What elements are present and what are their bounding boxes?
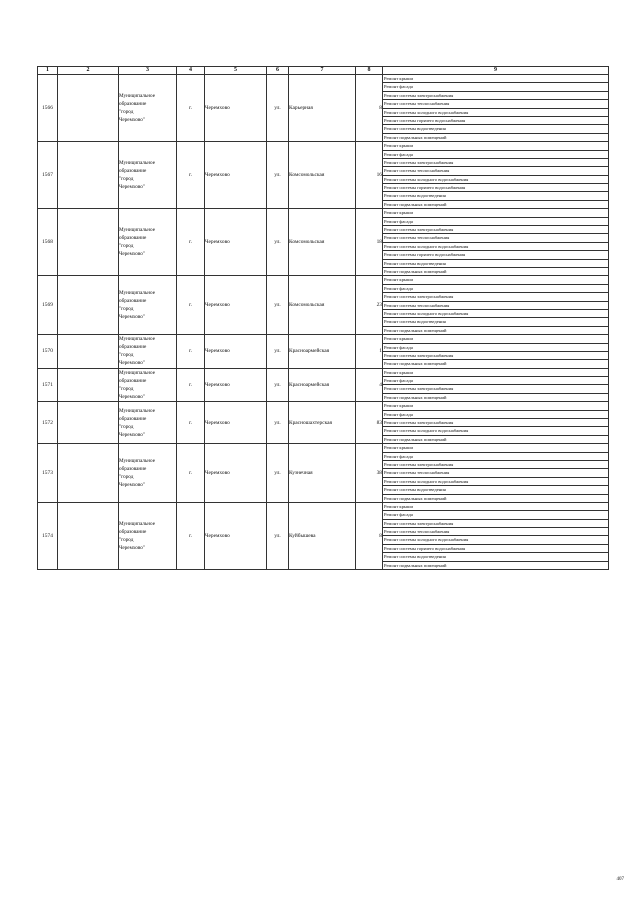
work-item: Ремонт системы холодного водоснабжения [383,478,608,486]
region-cell [58,335,119,369]
work-item: Ремонт системы водоотведения [383,192,608,200]
street-type-cell: ул. [267,402,289,444]
work-item: Ремонт подвальных помещений [384,361,447,367]
work-item: Ремонт системы водоотведения [383,318,608,326]
column-header-8: 8 [356,67,383,75]
work-item: Ремонт подвальных помещений [384,394,447,400]
work-item: Ремонт фасада [383,218,608,226]
work-item: Ремонт фасада [383,511,608,519]
street-type-cell: ул. [267,276,289,335]
work-item: Ремонт системы электроснабжения [383,226,608,234]
work-item: Ремонт фасада [383,411,608,419]
work-item: Ремонт крыши [383,444,608,452]
work-item: Ремонт системы холодного водоснабжения [383,427,608,435]
settlement-name-cell: Черемхово [205,142,267,209]
street-name-cell: Комсомольская [289,276,356,335]
house-number-cell: 38 [356,444,383,503]
settlement-type-cell: г. [177,444,205,503]
works-cell [383,335,609,369]
work-item: Ремонт системы теплоснабжения [383,167,608,175]
column-header-7: 7 [289,67,356,75]
row-number: 1574 [38,502,58,569]
table-row [38,502,609,569]
work-item: Ремонт системы теплоснабжения [383,528,608,536]
house-number-cell: 1 [356,335,383,369]
work-item: Ремонт подвальных помещений [384,495,447,501]
work-item: Ремонт фасада [383,377,608,385]
work-item: Ремонт крыши [383,142,608,150]
works-cell [383,444,609,503]
table-body [38,75,609,570]
row-number: 1571 [38,368,58,402]
work-item: Ремонт системы водоотведения [383,553,608,561]
street-type-cell: ул. [267,335,289,369]
house-number-cell: 23 [356,276,383,335]
works-cell [383,75,609,142]
work-item: Ремонт крыши [383,369,608,377]
work-item: Ремонт крыши [383,209,608,217]
work-item: Ремонт системы водоотведения [383,125,608,133]
row-number: 1573 [38,444,58,503]
table-row [38,276,609,335]
column-header-9: 9 [383,67,609,75]
region-cell [58,502,119,569]
work-item: Ремонт крыши [383,335,608,343]
settlement-name-cell: Черемхово [205,276,267,335]
municipality-cell: Муниципальное образование "город Черемхово" [119,402,177,444]
work-item: Ремонт системы горячего водоснабжения [383,117,608,125]
street-name-cell: Куйбышева [289,502,356,569]
region-cell [58,402,119,444]
settlement-name-cell: Черемхово [205,444,267,503]
work-item: Ремонт системы электроснабжения [383,520,608,528]
work-item: Ремонт подвальных помещений [384,201,447,207]
work-item: Ремонт системы электроснабжения [383,352,608,360]
work-item: Ремонт подвальных помещений [384,327,447,333]
row-number: 1572 [38,402,58,444]
row-number: 1567 [38,142,58,209]
work-item: Ремонт крыши [383,503,608,511]
municipality-cell: Муниципальное образование "город Черемхово" [119,368,177,402]
street-type-cell: ул. [267,368,289,402]
house-number-cell: 4 [356,368,383,402]
works-cell [383,209,609,276]
work-item: Ремонт крыши [383,75,608,83]
work-item: Ремонт системы горячего водоснабжения [383,545,608,553]
street-name-cell: Карьерная [289,75,356,142]
table-row [38,142,609,209]
table-row [38,444,609,503]
column-number-row [38,67,609,75]
table-row [38,75,609,142]
work-item: Ремонт фасада [383,151,608,159]
column-header-4: 4 [177,67,205,75]
region-cell [58,444,119,503]
settlement-name-cell: Черемхово [205,368,267,402]
row-number: 1570 [38,335,58,369]
settlement-name-cell: Черемхово [205,209,267,276]
works-cell [383,142,609,209]
work-item: Ремонт подвальных помещений [384,268,447,274]
work-item: Ремонт системы горячего водоснабжения [383,184,608,192]
street-type-cell: ул. [267,444,289,503]
work-item: Ремонт системы теплоснабжения [383,100,608,108]
work-item: Ремонт системы холодного водоснабжения [383,536,608,544]
work-item: Ремонт системы теплоснабжения [383,302,608,310]
municipality-cell: Муниципальное образование "город Черемхово" [119,142,177,209]
municipality-cell: Муниципальное образование "город Черемхово" [119,75,177,142]
address-register-table [37,66,609,570]
column-header-3: 3 [119,67,177,75]
work-item: Ремонт системы холодного водоснабжения [383,176,608,184]
work-item: Ремонт фасада [383,285,608,293]
house-number-cell: 8 [356,75,383,142]
row-number: 1566 [38,75,58,142]
street-name-cell: Комсомольская [289,209,356,276]
work-item: Ремонт системы электроснабжения [383,293,608,301]
work-item: Ремонт подвальных помещений [384,436,447,442]
settlement-type-cell: г. [177,276,205,335]
work-item: Ремонт фасада [383,83,608,91]
street-name-cell: Кузнечная [289,444,356,503]
street-type-cell: ул. [267,502,289,569]
house-number-cell: 16 [356,142,383,209]
work-item: Ремонт системы горячего водоснабжения [383,251,608,259]
municipality-cell: Муниципальное образование "город Черемхово" [119,276,177,335]
settlement-type-cell: г. [177,142,205,209]
table-row [38,209,609,276]
column-header-5: 5 [205,67,267,75]
municipality-cell: Муниципальное образование "город Черемхово" [119,502,177,569]
settlement-name-cell: Черемхово [205,335,267,369]
work-item: Ремонт системы электроснабжения [383,159,608,167]
work-item: Ремонт системы водоотведения [383,486,608,494]
municipality-cell: Муниципальное образование "город Черемхово" [119,335,177,369]
work-item: Ремонт системы теплоснабжения [383,234,608,242]
settlement-type-cell: г. [177,402,205,444]
street-type-cell: ул. [267,75,289,142]
municipality-cell: Муниципальное образование "город Черемхово" [119,444,177,503]
works-cell [383,276,609,335]
table-row [38,335,609,369]
works-cell [383,502,609,569]
settlement-name-cell: Черемхово [205,75,267,142]
settlement-type-cell: г. [177,75,205,142]
work-item: Ремонт подвальных помещений [384,562,447,568]
work-item: Ремонт системы холодного водоснабжения [383,310,608,318]
work-item: Ремонт системы холодного водоснабжения [383,243,608,251]
settlement-type-cell: г. [177,368,205,402]
street-type-cell: ул. [267,142,289,209]
table-row [38,368,609,402]
work-item: Ремонт подвальных помещений [384,134,447,140]
row-number: 1568 [38,209,58,276]
settlement-type-cell: г. [177,335,205,369]
table-row [38,402,609,444]
work-item: Ремонт крыши [383,402,608,410]
settlement-type-cell: г. [177,209,205,276]
house-number-cell: 8 [356,502,383,569]
row-number: 1569 [38,276,58,335]
settlement-type-cell: г. [177,502,205,569]
work-item: Ремонт системы электроснабжения [383,385,608,393]
work-item: Ремонт системы холодного водоснабжения [383,109,608,117]
street-name-cell: Красношахтерская [289,402,356,444]
column-header-6: 6 [267,67,289,75]
street-name-cell: Красноармейская [289,368,356,402]
house-number-cell: 18 [356,209,383,276]
work-item: Ремонт фасада [383,453,608,461]
page-number: 407 [616,877,624,882]
settlement-name-cell: Черемхово [205,502,267,569]
street-name-cell: Красноармейская [289,335,356,369]
region-cell [58,142,119,209]
work-item: Ремонт системы теплоснабжения [383,469,608,477]
works-cell [383,368,609,402]
region-cell [58,75,119,142]
column-header-2: 2 [58,67,119,75]
work-item: Ремонт фасада [383,344,608,352]
region-cell [58,276,119,335]
work-item: Ремонт системы водоотведения [383,260,608,268]
works-cell [383,402,609,444]
work-item: Ремонт крыши [383,276,608,284]
municipality-cell: Муниципальное образование "город Черемхово" [119,209,177,276]
settlement-name-cell: Черемхово [205,402,267,444]
column-header-1: 1 [38,67,58,75]
region-cell [58,209,119,276]
work-item: Ремонт системы электроснабжения [383,461,608,469]
street-name-cell: Комсомольская [289,142,356,209]
work-item: Ремонт системы электроснабжения [383,419,608,427]
work-item: Ремонт системы электроснабжения [383,92,608,100]
house-number-cell: 83 [356,402,383,444]
region-cell [58,368,119,402]
street-type-cell: ул. [267,209,289,276]
